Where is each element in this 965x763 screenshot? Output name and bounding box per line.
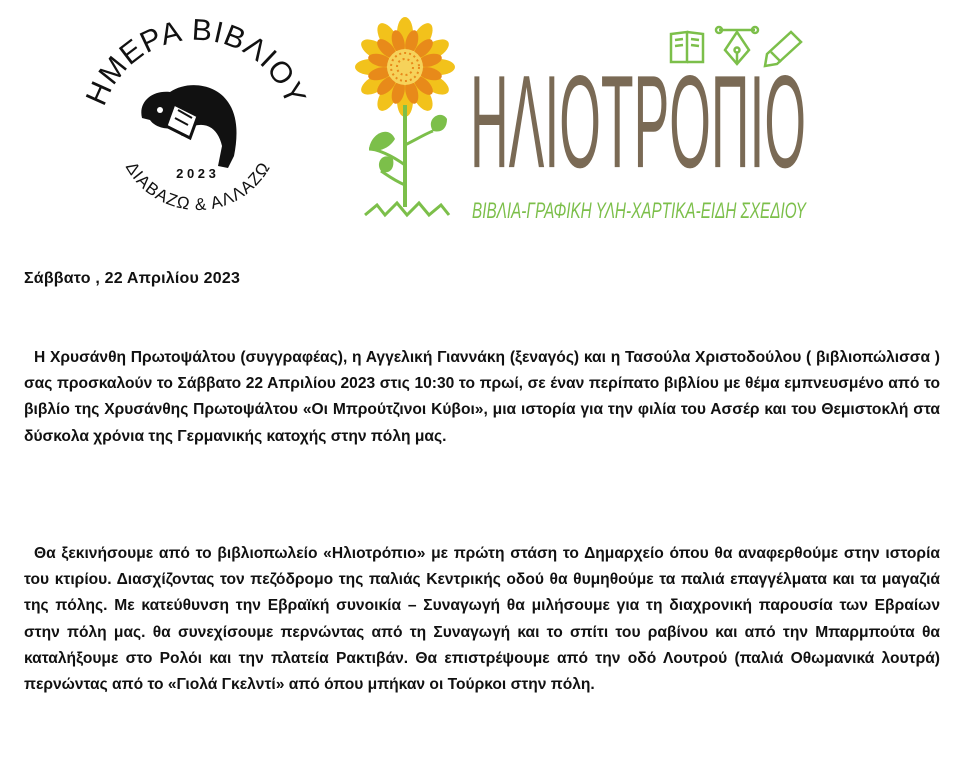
- sunflower-icon: [355, 15, 455, 225]
- book-day-year: 2 0 2 3: [176, 166, 216, 181]
- paragraph-invitation: Η Χρυσάνθη Πρωτοψάλτου (συγγραφέας), η Αγγελική Γιαννάκη (ξεναγός) και η Τασούλα Χριστοδούλου ( βιβλιοπώλισσα ) σας προσκαλούν το Σάββατο 22 Απριλίου 2023 στις 10:30 το πρωί, σε έναν περίπατο βιβλίου με θέμα εμπνευσμένο από το βιβλίο της Χρυσάνθης Πρωτοψάλτου «Οι Μπρούτζινοι Κύβοι», μια ιστορία για την φιλία του Ασσέρ και του Θεμιστοκλή στα δύσκολα χρόνια της Γερμανικής κατοχής στην πόλη μας.: [24, 349, 940, 445]
- book-day-title: ΗΜΕΡΑ ΒΙΒΛΙΟΥ: [79, 18, 313, 111]
- brand-name: [470, 47, 810, 196]
- book-day-subtitle: ΔΙΑΒΑΖΩ & ΑΛΛΑΖΩ: [121, 158, 275, 215]
- brand-tagline: [472, 194, 812, 224]
- book-day-logo: [78, 18, 314, 218]
- brand-name-text: ΗΛΙΟΤΡΟΠΙΟ: [470, 47, 806, 196]
- reader-figure-icon: [141, 85, 236, 168]
- event-date: Σάββατο , 22 Απριλίου 2023: [24, 270, 241, 287]
- paragraph-route: Θα ξεκινήσουμε από το βιβλιοπωλείο «Ηλιοτρόπιο» με πρώτη στάση το Δημαρχείο όπου θα αναφερθούμε στην ιστορία του κτιρίου. Διασχίζοντας τον πεζόδρομο της παλιάς Κεντρικής οδού θα θυμηθούμε τα παλιά επαγγέλματα και τα μαγαζιά της πόλης. Με κατεύθυνση την Εβραϊκή συνοικία – Συναγωγή θα μιλήσουμε για τη διαχρονική παρουσία των Εβραίων στην πόλη μας. θα συνεχίσουμε περνώντας από τη Συναγωγή και το σπίτι του ραβίνου και από την Μπαρμπούτα θα καταλήξουμε στο Ρολόι και την πλατεία Ρακτιβάν. Θα επιστρέψουμε από την οδό Λουτρού (παλιά Οθωμανικά λουτρά) περνώντας από το «Γιολά Γκελντί» από όπου μπήκαν οι Τούρκοι στην πόλη.: [24, 545, 940, 694]
- brand-tagline-text: ΒΙΒΛΙΑ-ΓΡΑΦΙΚΗ ΥΛΗ-ΧΑΡΤΙΚΑ-ΕΙΔΗ ΣΧΕΔΙΟΥ: [472, 198, 807, 223]
